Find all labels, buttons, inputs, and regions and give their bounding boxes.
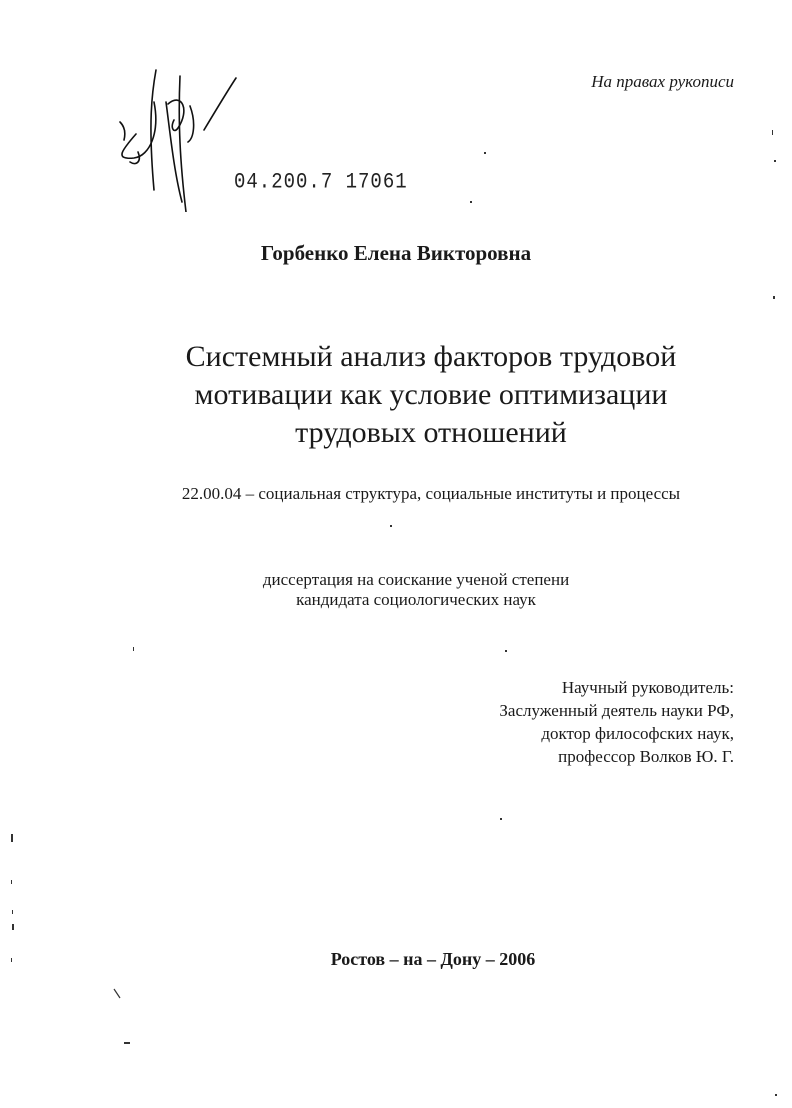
degree-line: кандидата социологических наук (296, 590, 536, 609)
scan-speck (11, 958, 12, 962)
scan-speck (133, 647, 134, 651)
rights-notice: На правах рукописи (591, 72, 734, 91)
advisor-line: доктор философских наук, (541, 724, 734, 743)
title-line: Системный анализ факторов трудовой (185, 340, 677, 373)
scan-speck (124, 1042, 130, 1044)
scan-speck (505, 650, 507, 652)
scan-speck (12, 924, 14, 930)
title-line: трудовых отношений (295, 416, 567, 449)
degree-line: диссертация на соискание ученой степени (262, 570, 570, 589)
scan-speck (774, 160, 776, 162)
scan-speck (772, 130, 773, 135)
place-and-year: Ростов – на – Дону – 2006 (330, 949, 536, 969)
scan-speck (12, 910, 13, 914)
scan-speck (390, 525, 392, 527)
registration-number-stamp: 04.200.7 17061 (234, 169, 408, 195)
scan-speck (484, 152, 486, 154)
title-line: мотивации как условие оптимизации (194, 378, 668, 411)
degree-statement (0, 570, 792, 610)
scan-speck (773, 296, 775, 299)
scan-speck (11, 880, 12, 884)
advisor-line: Заслуженный деятель науки РФ, (499, 701, 734, 720)
handwritten-signature (108, 62, 248, 212)
dissertation-title (96, 338, 766, 452)
advisor-line: Научный руководитель: (561, 678, 734, 697)
scan-speck (775, 1094, 777, 1096)
scan-speck (11, 834, 13, 842)
author-name: Горбенко Елена Викторовна (260, 241, 532, 265)
scan-speck (470, 201, 472, 203)
scientific-advisor (499, 676, 734, 768)
scan-mark (112, 988, 122, 1000)
scan-speck (500, 818, 502, 820)
specialty-code: 22.00.04 – социальная структура, социальные институты и процессы (181, 484, 681, 503)
advisor-line: профессор Волков Ю. Г. (558, 747, 734, 766)
